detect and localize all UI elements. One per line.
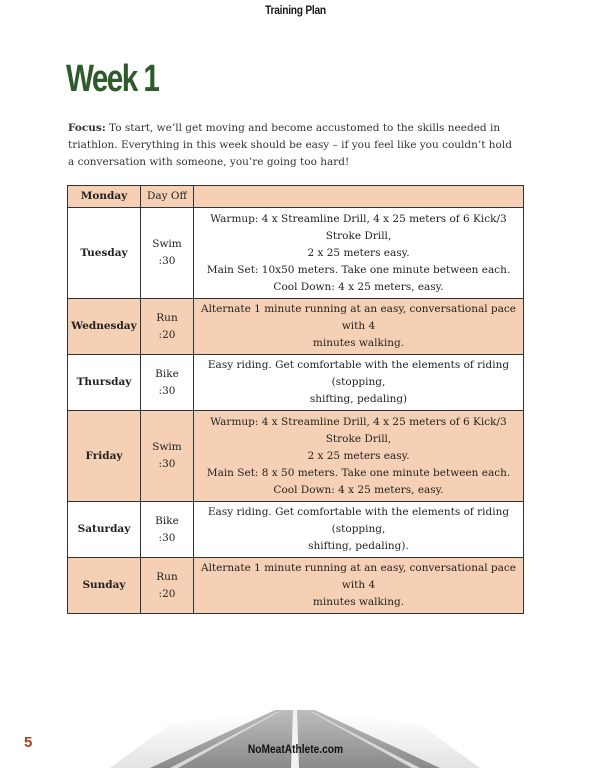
details-cell — [194, 502, 524, 558]
details-cell — [194, 355, 524, 411]
table-row — [68, 502, 524, 558]
day-cell: Monday — [68, 186, 141, 208]
activity-cell — [141, 355, 194, 411]
day-cell: Wednesday — [68, 299, 141, 355]
table-row — [68, 208, 524, 299]
detail-line: Warmup: 4 x Streamline Drill, 4 x 25 meters of 6 Kick/3 Stroke Drill, — [210, 415, 507, 445]
detail-line: Main Set: 8 x 50 meters. Take one minute between each. — [206, 466, 511, 479]
activity-cell — [141, 299, 194, 355]
page-header: Training Plan — [265, 3, 326, 17]
detail-line: Cool Down: 4 x 25 meters, easy. — [273, 483, 444, 496]
duration-label: :30 — [158, 458, 176, 470]
detail-line: shifting, pedaling) — [309, 393, 408, 405]
focus-label: Focus: — [68, 122, 106, 134]
table-row — [68, 558, 524, 614]
table-header-row — [68, 186, 524, 208]
details-cell — [194, 208, 524, 299]
table-row — [68, 411, 524, 502]
road-illustration — [110, 704, 480, 768]
activity-cell — [141, 502, 194, 558]
focus-text: To start, we’ll get moving and become accustomed to the skills needed in triathlon. Everything in this week should be easy – if you feel like you couldn’t hold a conversation with someone, you’re going too hard! — [68, 122, 512, 168]
duration-label: :20 — [158, 587, 176, 600]
page-number: 5 — [24, 734, 33, 751]
activity-cell — [141, 208, 194, 299]
sport-label: Bike — [155, 367, 179, 380]
activity-cell — [141, 411, 194, 502]
detail-line: 2 x 25 meters easy. — [307, 246, 410, 259]
sport-label: Bike — [155, 514, 179, 527]
week-title: Week 1 — [66, 58, 159, 100]
day-cell: Sunday — [68, 558, 141, 614]
detail-line: shifting, pedaling). — [308, 540, 409, 552]
detail-line: Warmup: 4 x Streamline Drill, 4 x 25 meters of 6 Kick/3 Stroke Drill, — [210, 212, 507, 242]
details-cell — [194, 299, 524, 355]
table-row — [68, 299, 524, 355]
activity-cell — [141, 558, 194, 614]
detail-line: 2 x 25 meters easy. — [307, 449, 410, 462]
detail-line: minutes walking. — [312, 337, 405, 349]
detail-line: Alternate 1 minute running at an easy, conversational pace with 4 — [200, 562, 517, 591]
training-plan-table — [67, 185, 524, 614]
day-cell: Tuesday — [68, 208, 141, 299]
detail-line: Main Set: 10x50 meters. Take one minute between each. — [206, 263, 511, 276]
sport-label: Swim — [152, 238, 182, 250]
day-cell: Thursday — [68, 355, 141, 411]
day-cell: Saturday — [68, 502, 141, 558]
detail-line: Alternate 1 minute running at an easy, conversational pace with 4 — [200, 303, 517, 332]
day-cell: Friday — [68, 411, 141, 502]
details-cell — [194, 411, 524, 502]
duration-label: :30 — [158, 531, 176, 544]
site-link[interactable]: NoMeatAthlete.com — [247, 742, 344, 756]
duration-label: :30 — [158, 255, 176, 267]
sport-label: Swim — [152, 441, 182, 453]
detail-line: Easy riding. Get comfortable with the elements of riding (stopping, — [207, 359, 510, 388]
detail-line: Cool Down: 4 x 25 meters, easy. — [273, 280, 444, 293]
detail-line: minutes walking. — [312, 596, 405, 608]
sport-label: Run — [156, 570, 178, 583]
sport-label: Run — [156, 311, 178, 324]
table-row — [68, 355, 524, 411]
duration-label: :30 — [158, 384, 176, 397]
detail-line: Easy riding. Get comfortable with the elements of riding (stopping, — [207, 506, 510, 535]
details-cell — [194, 186, 524, 208]
duration-label: :20 — [158, 328, 176, 341]
focus-paragraph — [68, 120, 518, 171]
activity-cell: Day Off — [141, 186, 194, 208]
details-cell — [194, 558, 524, 614]
